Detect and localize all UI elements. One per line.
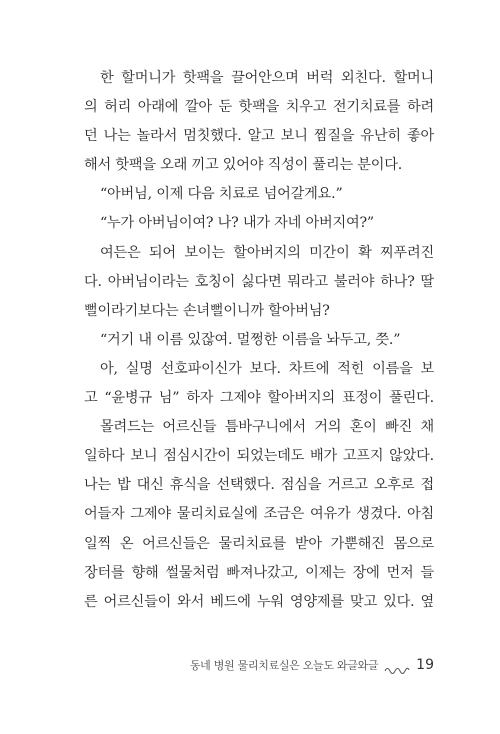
body-line: 의 허리 아래에 깔아 둔 핫팩을 치우고 전기치료를 하려 bbox=[84, 99, 434, 116]
running-title: 동네 병원 물리치료실은 오늘도 와글와글 bbox=[189, 659, 379, 672]
body-line: 한 할머니가 핫팩을 끌어안으며 버럭 외친다. 할머니 bbox=[100, 70, 434, 86]
page-footer bbox=[190, 655, 434, 675]
wave-ornament-icon bbox=[384, 660, 410, 670]
body-line: 일찍 온 어르신들은 물리치료를 받아 가뿐해진 몸으로 bbox=[84, 535, 434, 552]
body-line: 몰려드는 어르신들 틈바구니에서 거의 혼이 빠진 채 bbox=[100, 419, 434, 436]
dialogue-line: “누가 아버님이여? 나? 내가 자네 아버지여?” bbox=[100, 215, 374, 232]
body-line: 던 나는 놀라서 멈칫했다. 알고 보니 찜질을 유난히 좋아 bbox=[84, 128, 434, 145]
body-line: 일하다 보니 점심시간이 되었는데도 배가 고프지 않았다. bbox=[84, 448, 434, 465]
dialogue-line: “아버님, 이제 다음 치료로 넘어갈게요.” bbox=[100, 186, 343, 203]
body-line: 뻘이라기보다는 손녀뻘이니까 할아버님? bbox=[84, 302, 330, 319]
body-text bbox=[84, 64, 434, 617]
body-line: 여든은 되어 보이는 할아버지의 미간이 확 찌푸려진 bbox=[100, 244, 434, 261]
body-line: 른 어르신들이 와서 베드에 누워 영양제를 맞고 있다. 옆 bbox=[84, 593, 434, 610]
body-line: 고 “윤병규 님” 하자 그제야 할아버지의 표정이 풀린다. bbox=[84, 390, 434, 407]
body-line: 장터를 향해 썰물처럼 빠져나갔고, 이제는 장에 먼저 들 bbox=[84, 564, 434, 581]
dialogue-line: “거기 내 이름 있잖여. 멀쩡한 이름을 놔두고, 쯧.” bbox=[100, 331, 401, 348]
page-number: 19 bbox=[416, 657, 434, 673]
body-line: 어들자 그제야 물리치료실에 조금은 여유가 생겼다. 아침 bbox=[84, 506, 434, 523]
body-line: 해서 핫팩을 오래 끼고 있어야 직성이 풀리는 분이다. bbox=[84, 157, 403, 174]
body-line: 나는 밥 대신 휴식을 선택했다. 점심을 거르고 오후로 접 bbox=[84, 477, 434, 494]
body-line: 다. 아버님이라는 호칭이 싫다면 뭐라고 불러야 하나? 딸 bbox=[84, 273, 434, 290]
body-line: 아, 실명 선호파이신가 보다. 차트에 적힌 이름을 보 bbox=[100, 360, 434, 377]
